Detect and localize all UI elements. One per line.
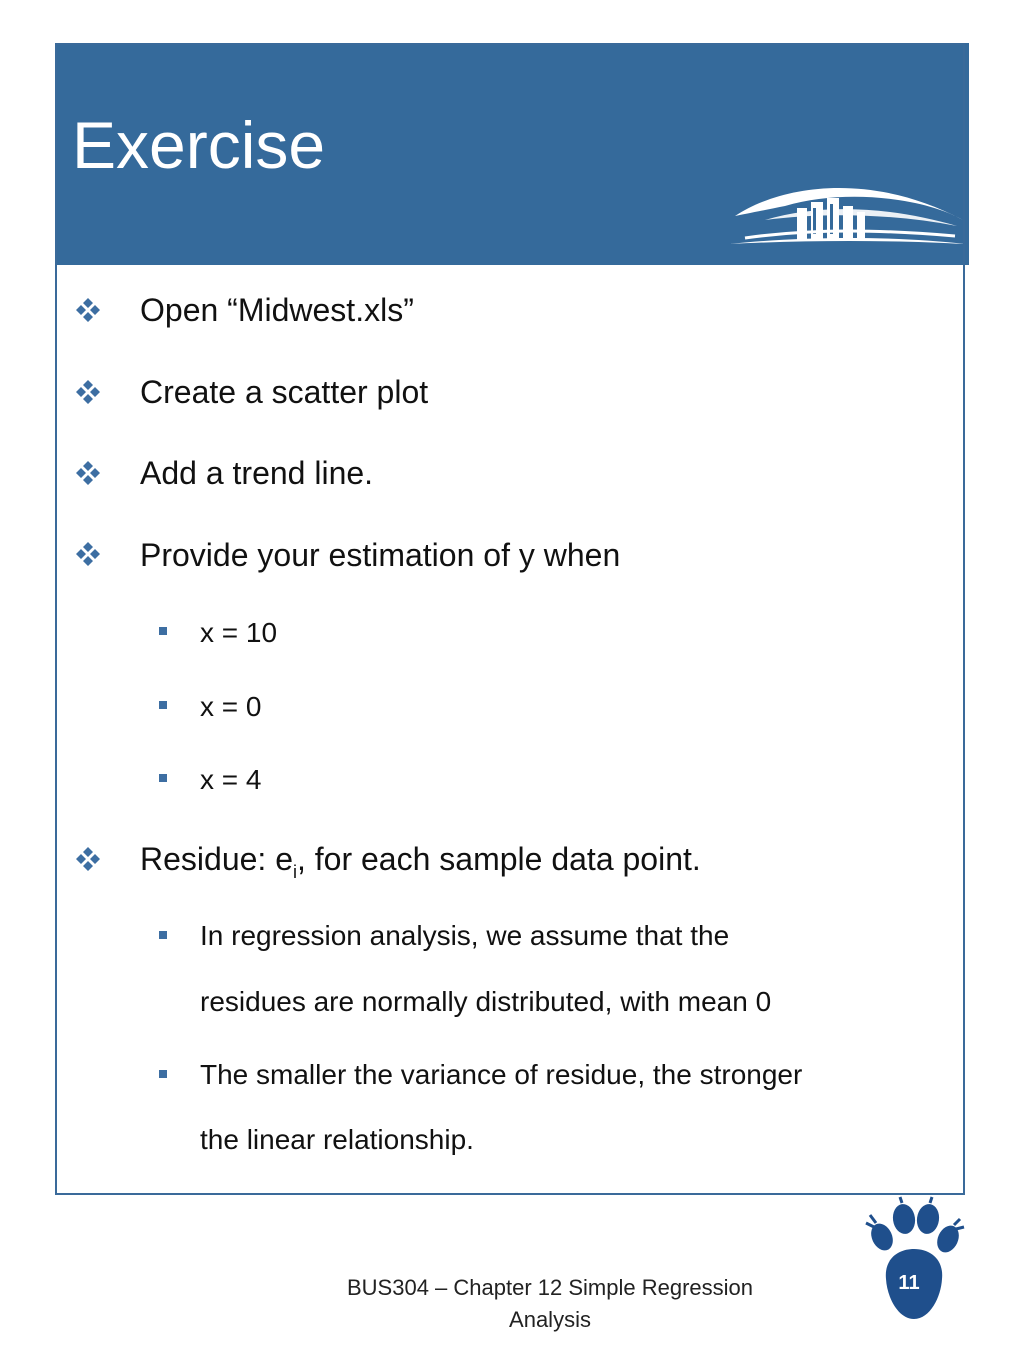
estimation-x-4: x = 4: [200, 764, 262, 795]
four-diamond-bullet-icon: [75, 541, 101, 567]
estimation-x-0: x = 0: [200, 691, 262, 722]
residue-variance-line1: The smaller the variance of residue, the stronger: [200, 1059, 803, 1090]
residue-prefix: Residue: e: [140, 841, 293, 877]
paw-print-icon: [862, 1195, 966, 1323]
residue-variance-line2: the linear relationship.: [200, 1124, 474, 1155]
residue-assumption-line2: residues are normally distributed, with mean 0: [200, 986, 772, 1017]
square-bullet-icon: [159, 931, 167, 939]
four-diamond-bullet-icon: [75, 460, 101, 486]
residue-subscript: i: [292, 862, 297, 882]
bullet-residue: [140, 843, 701, 881]
four-diamond-bullet-icon: [75, 297, 101, 323]
page-number: 11: [898, 1272, 920, 1294]
slide-title: Exercise: [72, 108, 326, 182]
slide-content-frame: [55, 43, 965, 1195]
footer-line-1: BUS304 – Chapter 12 Simple Regression: [346, 1275, 753, 1300]
four-diamond-bullet-icon: [75, 379, 101, 405]
four-diamond-bullet-icon: [75, 846, 101, 872]
estimation-x-10: x = 10: [200, 617, 278, 648]
bullet-open-file: Open “Midwest.xls”: [140, 292, 414, 328]
square-bullet-icon: [159, 774, 167, 782]
bullet-scatter-plot: Create a scatter plot: [140, 374, 429, 410]
residue-suffix: , for each sample data point.: [296, 841, 701, 877]
bullet-estimation: Provide your estimation of y when: [140, 537, 621, 573]
footer-line-2: Analysis: [509, 1307, 591, 1332]
bullet-trend-line: Add a trend line.: [140, 455, 374, 491]
residue-assumption-line1: In regression analysis, we assume that the: [200, 920, 730, 951]
square-bullet-icon: [159, 627, 167, 635]
square-bullet-icon: [159, 701, 167, 709]
square-bullet-icon: [159, 1070, 167, 1078]
footer-course-title: [290, 1272, 810, 1336]
